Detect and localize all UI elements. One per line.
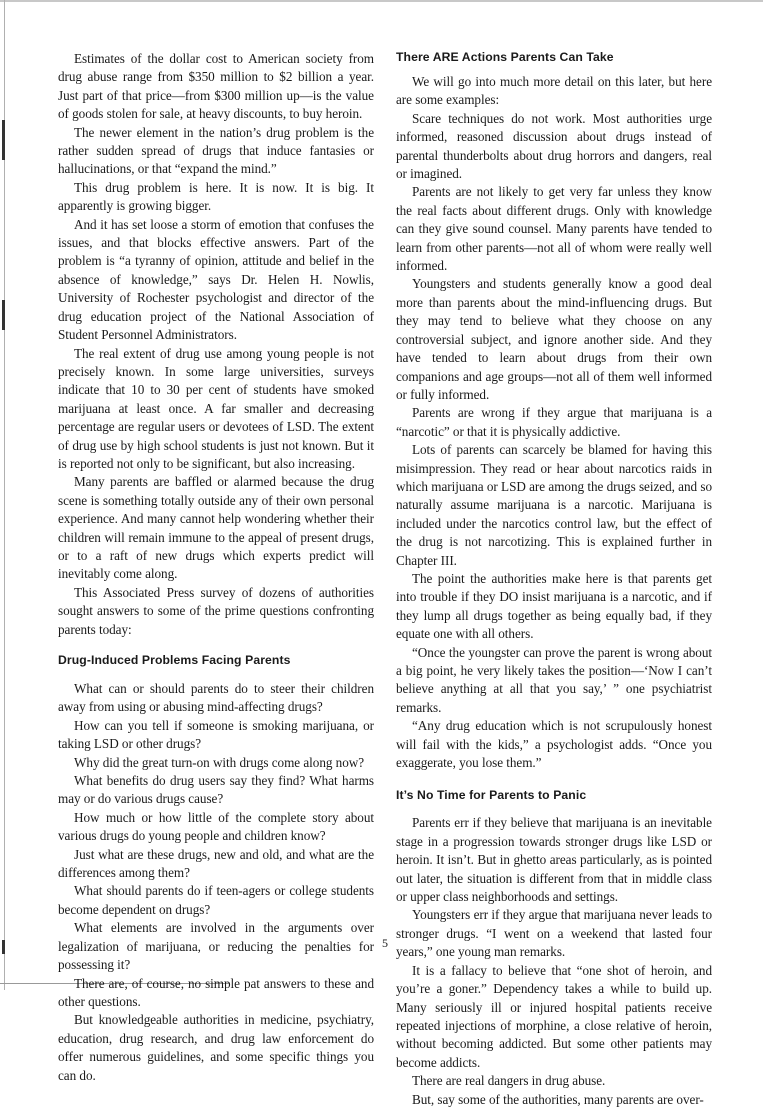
paragraph: Scare techniques do not work. Most authorities urge informed, reasoned discussion about drugs instead of parental thunderbolts about drug horrors and dangers, real or imagined. [396, 110, 712, 182]
right-column [396, 48, 712, 1109]
paragraph: What should parents do if teen-agers or college students become dependent on drugs? [58, 883, 374, 917]
paragraph: The real extent of drug use among young people is not precisely known. In some large universities, surveys indicate that 10 to 30 per cent of students have smoked marijuana at least once. A far smaller and decreasing percentage are regular users or devotees of LSD. The extent of drug use by high school students is just not known. But it is reported not only to be significant, but also increasing. [58, 345, 374, 471]
section-heading: Drug-Induced Problems Facing Parents [58, 653, 291, 667]
section-heading: There ARE Actions Parents Can Take [396, 50, 614, 64]
paragraph: And it has set loose a storm of emotion that confuses the issues, and that blocks effective answers. Part of the problem is “a tyranny of opinion, attitude and belief in the absence of knowledge,” says Dr. Helen H. Nowlis, University of Rochester psychologist and director of the drug education project of the National Association of Student Personnel Administrators. [58, 216, 374, 343]
page-number: 5 [382, 936, 388, 950]
paragraph: Parents err if they believe that marijuana is an inevitable stage in a progression towards stronger drugs like LSD or heroin. It isn’t. But in ghetto areas particularly, as is pointed out later, the situation is different from that in middle class or upper class neighborhoods and settings. [396, 815, 712, 905]
paragraph: But, say some of the authorities, many parents are over- [412, 1091, 704, 1107]
paragraph: Youngsters and students generally know a good deal more than parents about the mind-influencing drugs. But they may tend to believe what they choose on any controversial subject, and ignore another side. And they have tended to learn about drugs from their own companions and age groups—not all of them well informed or fully informed. [396, 276, 712, 402]
paragraph: This drug problem is here. It is now. It is big. It apparently is growing bigger. [58, 179, 374, 214]
paragraph: The newer element in the nation’s drug problem is the rather sudden spread of drugs that induce fantasies or hallucinations, or that “expand the mind.” [58, 124, 374, 177]
paragraph: Lots of parents can scarcely be blamed for having this misimpression. They read or hear about narcotics raids in which marijuana or LSD are among the drugs seized, and so naturally assume marijuana is a narcotic. Marijuana is included under the narcotics control law, but the effect of the drug is not narcotizing. This is explained further in Chapter III. [396, 442, 712, 568]
section-heading: It’s No Time for Parents to Panic [396, 788, 587, 803]
left-column [58, 48, 374, 1085]
paragraph: Many parents are baffled or alarmed because the drug scene is something totally outside any of their own personal experience. And many cannot help wondering whether their children will remain immune to the appeal of present drugs, or to a raft of new drugs which experts predict will inevitably come along. [58, 474, 374, 582]
paragraph: What benefits do drug users say they find? What harms may or do various drugs cause? [58, 773, 374, 807]
paragraph: This Associated Press survey of dozens of authorities sought answers to some of the prime questions confronting parents today: [58, 584, 374, 637]
paragraph: The point the authorities make here is that parents get into trouble if they DO insist marijuana is a narcotic, and if they lump all drugs together as being equally bad, if they equate one with all others. [396, 570, 712, 642]
paragraph: Parents are wrong if they argue that marijuana is a “narcotic” or that it is physically addictive. [396, 405, 712, 439]
scan-mark [2, 940, 5, 954]
paragraph: “Any drug education which is not scrupulously honest will fail with the kids,” a psychologist adds. “Once you exaggerate, you lose them.” [396, 718, 712, 771]
paragraph: It is a fallacy to believe that “one shot of heroin, and you’re a goner.” Dependency takes a while to build up. Many seriously ill or injured hospital patients receive repeated injections of morphine, a close relative of heroin, without becoming addicted. But some other patients may become addicts. [396, 962, 712, 1070]
paragraph: Parents are not likely to get very far unless they know the real facts about different drugs. Only with knowledge can they give sound counsel. Many parents have tended to learn from other parents—not all of whom were really well informed. [396, 184, 712, 274]
paragraph: Just what are these drugs, new and old, and what are the differences among them? [58, 846, 374, 881]
paragraph: What elements are involved in the arguments over legalization of marijuana, or reducing the penalties for possessing it? [58, 920, 374, 973]
paragraph: But knowledgeable authorities in medicine, psychiatry, education, drug research, and drug law enforcement do offer numerous guidelines, and some specific things you can do. [58, 1012, 374, 1083]
paragraph: How can you tell if someone is smoking marijuana, or taking LSD or other drugs? [58, 717, 374, 752]
paragraph: We will go into much more detail on this later, but here are some examples: [396, 74, 712, 108]
paragraph: What can or should parents do to steer their children away from using or abusing mind-affecting drugs? [58, 681, 374, 715]
paragraph: There are, of course, no simple pat answers to these and other questions. [58, 975, 374, 1009]
scan-mark [2, 300, 5, 330]
page-top-edge [0, 0, 763, 2]
paragraph: Youngsters err if they argue that marijuana never leads to stronger drugs. “I went on a weekend that lasted four years,” one young man remarks. [396, 907, 712, 960]
paragraph: Why did the great turn-on with drugs come along now? [74, 754, 365, 770]
paragraph: Estimates of the dollar cost to American society from drug abuse range from $350 million to $2 billion a year. Just part of that price—from $300 million up—is the value of goods stolen for sale, at heavy discounts, to buy heroin. [58, 51, 374, 122]
scan-mark [2, 120, 5, 160]
paragraph: How much or how little of the complete story about various drugs do young people and children know? [58, 809, 374, 844]
paragraph: There are real dangers in drug abuse. [412, 1073, 606, 1089]
paragraph: “Once the youngster can prove the parent is wrong about a big point, he very likely takes the position—‘Now I can’t believe anything at all that you say,’ ” one psychiatrist remarks. [396, 644, 712, 715]
